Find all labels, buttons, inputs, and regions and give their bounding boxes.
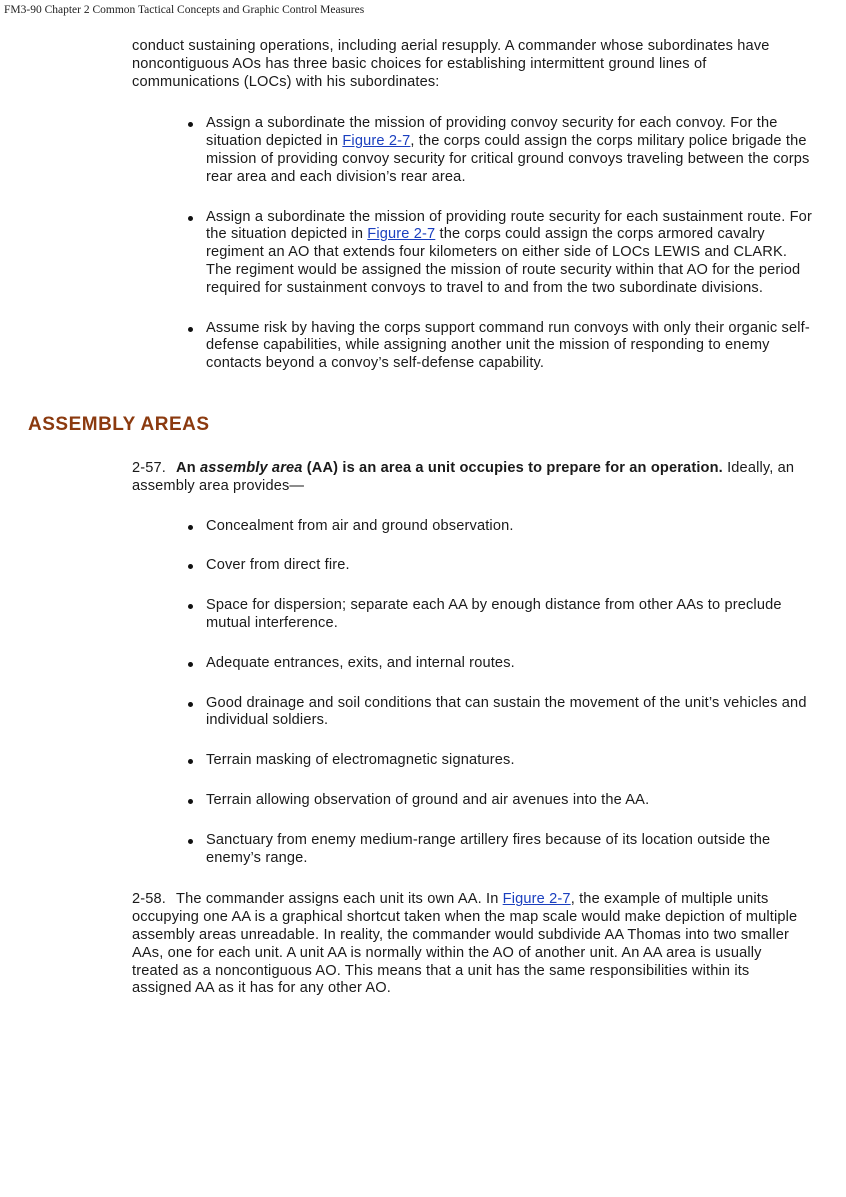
- defined-term: assembly area: [200, 460, 303, 476]
- figure-2-7-link[interactable]: Figure 2-7: [367, 226, 436, 243]
- upper-content: [132, 38, 812, 373]
- item-text: Assume risk by having the corps support command run convoys with only their organic self-defense capabilities, while assigning another unit the mission of responding to enemy contacts beyond a convoy’s self-defense capability.: [206, 319, 810, 372]
- paragraph-text: Ideally, an assembly area provides—: [132, 460, 795, 494]
- paragraph-2-57: [132, 460, 812, 496]
- item-text: the corps could assign the corps armored cavalry regiment an AO that extends four kilometers on either side of LOCs LEWIS and CLARK. The regiment would be assigned the mission of route security within that AO for the period required for sustainment convoys to travel to and from the two subordinate divisions.: [206, 226, 801, 296]
- item-text: , the corps could assign the corps military police brigade the mission of providing convoy security for critical ground convoys traveling between the corps rear area and each division’s rear area.: [206, 133, 810, 185]
- list-item: Space for dispersion; separate each AA by enough distance from other AAs to preclude mutual interference.: [132, 597, 812, 633]
- list-item: Cover from direct fire.: [132, 557, 812, 575]
- aa-provides-list: [132, 518, 812, 868]
- paragraph-number: 2-58.: [132, 891, 167, 908]
- paragraph-2-58: [132, 891, 812, 998]
- bold-definition: (AA) is an area a unit occupies to prepare for an operation.: [306, 460, 723, 476]
- loc-choices-list: [132, 115, 812, 373]
- figure-2-7-link[interactable]: Figure 2-7: [502, 891, 571, 908]
- paragraph-text: The commander assigns each unit its own AA. In: [176, 891, 503, 908]
- list-item-assume-risk: [132, 320, 812, 373]
- list-item: Terrain masking of electromagnetic signatures.: [132, 752, 812, 770]
- paragraph-number: 2-57.: [132, 460, 167, 476]
- item-text: Assign a subordinate the mission of providing convoy security for each convoy. For the situation depicted in: [206, 115, 778, 150]
- list-item: Sanctuary from enemy medium-range artillery fires because of its location outside the enemy’s range.: [132, 832, 812, 868]
- list-item: Concealment from air and ground observation.: [132, 518, 812, 536]
- list-item: Adequate entrances, exits, and internal routes.: [132, 655, 812, 673]
- item-text: Assign a subordinate the mission of providing route security for each sustainment route. For the situation depicted in: [206, 208, 812, 243]
- bold-lead: An: [176, 460, 196, 476]
- section-heading-assembly-areas: ASSEMBLY AREAS: [28, 414, 210, 435]
- list-item: Terrain allowing observation of ground and air avenues into the AA.: [132, 792, 812, 810]
- list-item-convoy-security: [132, 115, 812, 186]
- running-header: FM3-90 Chapter 2 Common Tactical Concepts and Graphic Control Measures: [4, 4, 365, 16]
- figure-2-7-link[interactable]: Figure 2-7: [342, 133, 411, 150]
- intro-paragraph: conduct sustaining operations, including aerial resupply. A commander whose subordinates have noncontiguous AOs has three basic choices for establishing intermittent ground lines of communications (LOCs) with his subordinates:: [132, 38, 770, 90]
- paragraph-text: , the example of multiple units occupying one AA is a graphical shortcut taken when the map scale would make depiction of multiple assembly areas unreadable. In reality, the commander would subdivide AA Thomas into two smaller AAs, one for each unit. A unit AA is normally within the AO of another unit. An AA area is usually treated as a noncontiguous AO. This means that a unit has the same responsibilities within its assigned AA as it has for any other AO.: [132, 891, 798, 997]
- list-item: Good drainage and soil conditions that can sustain the movement of the unit’s vehicles and individual soldiers.: [132, 695, 812, 731]
- lower-content: [132, 460, 812, 998]
- list-item-route-security: [132, 209, 812, 298]
